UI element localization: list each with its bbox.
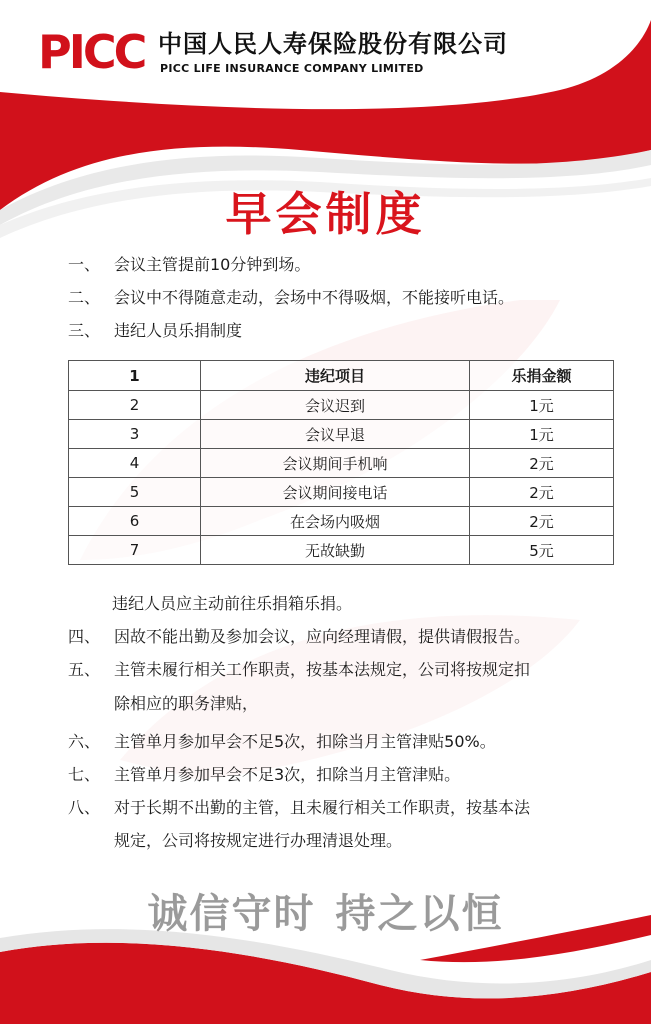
rule-line (68, 288, 514, 308)
table-cell-no: 7 (69, 536, 201, 565)
table-row (69, 420, 614, 449)
table-cell-item: 会议期间接电话 (201, 478, 470, 507)
rule-number: 八、 (68, 798, 101, 817)
rule-line (68, 660, 530, 680)
table-cell-item: 会议期间手机响 (201, 449, 470, 478)
rule-text: 违纪人员乐捐制度 (114, 321, 243, 340)
table-cell-amount: 2元 (470, 449, 614, 478)
table-row (69, 391, 614, 420)
table-cell-item: 无故缺勤 (201, 536, 470, 565)
table-header-item: 违纪项目 (201, 361, 470, 391)
table-cell-amount: 5元 (470, 536, 614, 565)
rule-text: 主管未履行相关工作职责，按基本法规定，公司将按规定扣 (114, 660, 531, 679)
table-cell-item: 会议早退 (201, 420, 470, 449)
table-row (69, 449, 614, 478)
rule-line (68, 765, 460, 785)
table-note: 违纪人员应主动前往乐捐箱乐捐。 (112, 594, 353, 613)
rule-number: 四、 (68, 627, 101, 646)
rule-line (68, 732, 496, 752)
rule-line (68, 627, 530, 647)
rule-text: 对于长期不出勤的主管，且未履行相关工作职责，按基本法 (114, 798, 531, 817)
rule-number: 三、 (68, 321, 101, 340)
table-cell-item: 在会场内吸烟 (201, 507, 470, 536)
rule-number: 七、 (68, 765, 101, 784)
company-name-cn: 中国人民人寿保险股份有限公司 (158, 30, 508, 58)
table-header-row (69, 361, 614, 391)
rule-text-continued: 规定，公司将按规定进行办理清退处理。 (114, 831, 403, 850)
rule-text: 因故不能出勤及参加会议，应向经理请假，提供请假报告。 (114, 627, 531, 646)
table-cell-amount: 2元 (470, 507, 614, 536)
table-row (69, 478, 614, 507)
page-title: 早会制度 (225, 187, 426, 241)
slogan-part: 持之以恒 (335, 891, 504, 937)
slogan-part: 诚信守时 (147, 891, 316, 937)
table-cell-amount: 1元 (470, 391, 614, 420)
table-cell-no: 5 (69, 478, 201, 507)
table-cell-amount: 1元 (470, 420, 614, 449)
slogan (0, 882, 651, 939)
rule-text: 主管单月参加早会不足3次，扣除当月主管津贴。 (114, 765, 461, 784)
rule-line (68, 321, 242, 341)
table-cell-no: 6 (69, 507, 201, 536)
rule-number: 二、 (68, 288, 101, 307)
rule-text-continued: 除相应的职务津贴， (114, 694, 259, 713)
table-cell-no: 1 (69, 361, 201, 391)
table-cell-no: 4 (69, 449, 201, 478)
rule-line (68, 798, 530, 818)
table-header-amount: 乐捐金额 (470, 361, 614, 391)
rule-text: 会议主管提前10分钟到场。 (114, 255, 311, 274)
rule-number: 五、 (68, 660, 101, 679)
picc-logo: PICC (38, 25, 145, 79)
rule-number: 一、 (68, 255, 101, 274)
table-cell-item: 会议迟到 (201, 391, 470, 420)
rule-text: 主管单月参加早会不足5次，扣除当月主管津贴50%。 (114, 732, 496, 751)
rule-line (68, 255, 310, 275)
penalty-table (68, 360, 614, 565)
table-row (69, 507, 614, 536)
table-row (69, 536, 614, 565)
table-cell-no: 2 (69, 391, 201, 420)
rule-text: 会议中不得随意走动，会场中不得吸烟，不能接听电话。 (114, 288, 515, 307)
rule-number: 六、 (68, 732, 101, 751)
table-cell-amount: 2元 (470, 478, 614, 507)
company-name-en: PICC LIFE INSURANCE COMPANY LIMITED (160, 62, 424, 75)
table-cell-no: 3 (69, 420, 201, 449)
